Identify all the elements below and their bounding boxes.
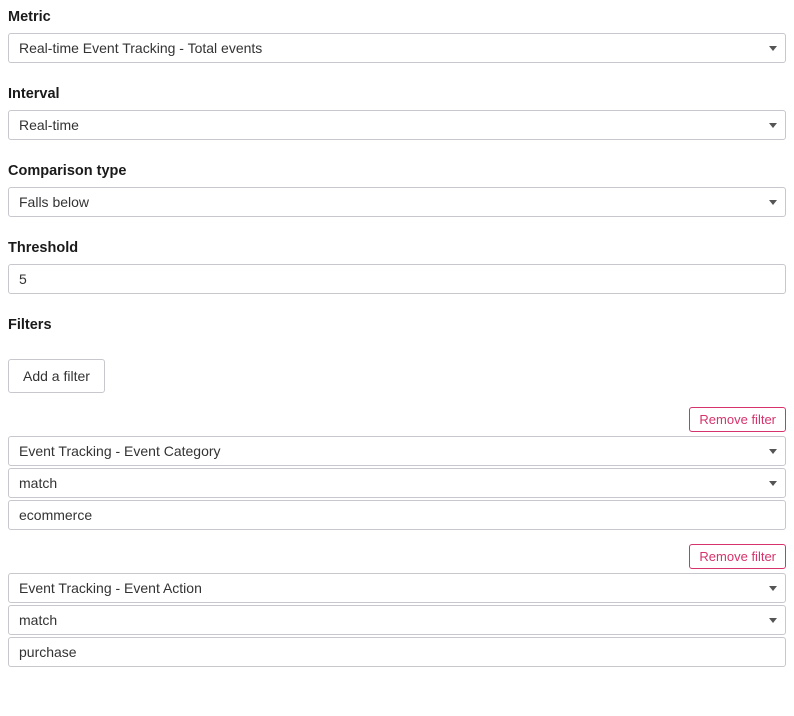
filter-value-input-wrapper[interactable] — [8, 637, 786, 667]
filter-operator-select-wrapper[interactable] — [8, 605, 786, 635]
interval-select[interactable] — [8, 110, 786, 140]
spacer — [8, 341, 786, 359]
remove-filter-row — [8, 544, 786, 569]
threshold-input-wrapper[interactable] — [8, 264, 786, 294]
filter-dimension-select[interactable] — [8, 573, 786, 603]
filter-operator-select[interactable] — [8, 468, 786, 498]
interval-select-wrapper[interactable] — [8, 110, 786, 140]
filter-dimension-select[interactable] — [8, 436, 786, 466]
spacer — [8, 63, 786, 77]
metric-label: Metric — [8, 9, 51, 25]
filter-value-input[interactable] — [8, 637, 786, 667]
filter-operator-select-wrapper[interactable] — [8, 468, 786, 498]
remove-filter-row — [8, 407, 786, 432]
comparison-type-select-wrapper[interactable] — [8, 187, 786, 217]
comparison-type-label: Comparison type — [8, 163, 127, 179]
remove-filter-button[interactable]: Remove filter — [689, 407, 786, 432]
metric-select[interactable] — [8, 33, 786, 63]
filter-row — [8, 407, 786, 530]
filter-value-input-wrapper[interactable] — [8, 500, 786, 530]
filters-label: Filters — [8, 317, 52, 333]
filter-dimension-select-wrapper[interactable] — [8, 573, 786, 603]
threshold-label: Threshold — [8, 240, 79, 256]
remove-filter-button[interactable]: Remove filter — [689, 544, 786, 569]
comparison-type-select[interactable] — [8, 187, 786, 217]
filter-operator-select[interactable] — [8, 605, 786, 635]
filter-value-input[interactable] — [8, 500, 786, 530]
filter-dimension-select-wrapper[interactable] — [8, 436, 786, 466]
metric-select-wrapper[interactable] — [8, 33, 786, 63]
spacer — [8, 217, 786, 231]
threshold-input[interactable] — [8, 264, 786, 294]
spacer — [8, 294, 786, 308]
add-filter-button[interactable]: Add a filter — [8, 359, 105, 393]
interval-label: Interval — [8, 86, 60, 102]
spacer — [8, 140, 786, 154]
filter-row — [8, 544, 786, 667]
